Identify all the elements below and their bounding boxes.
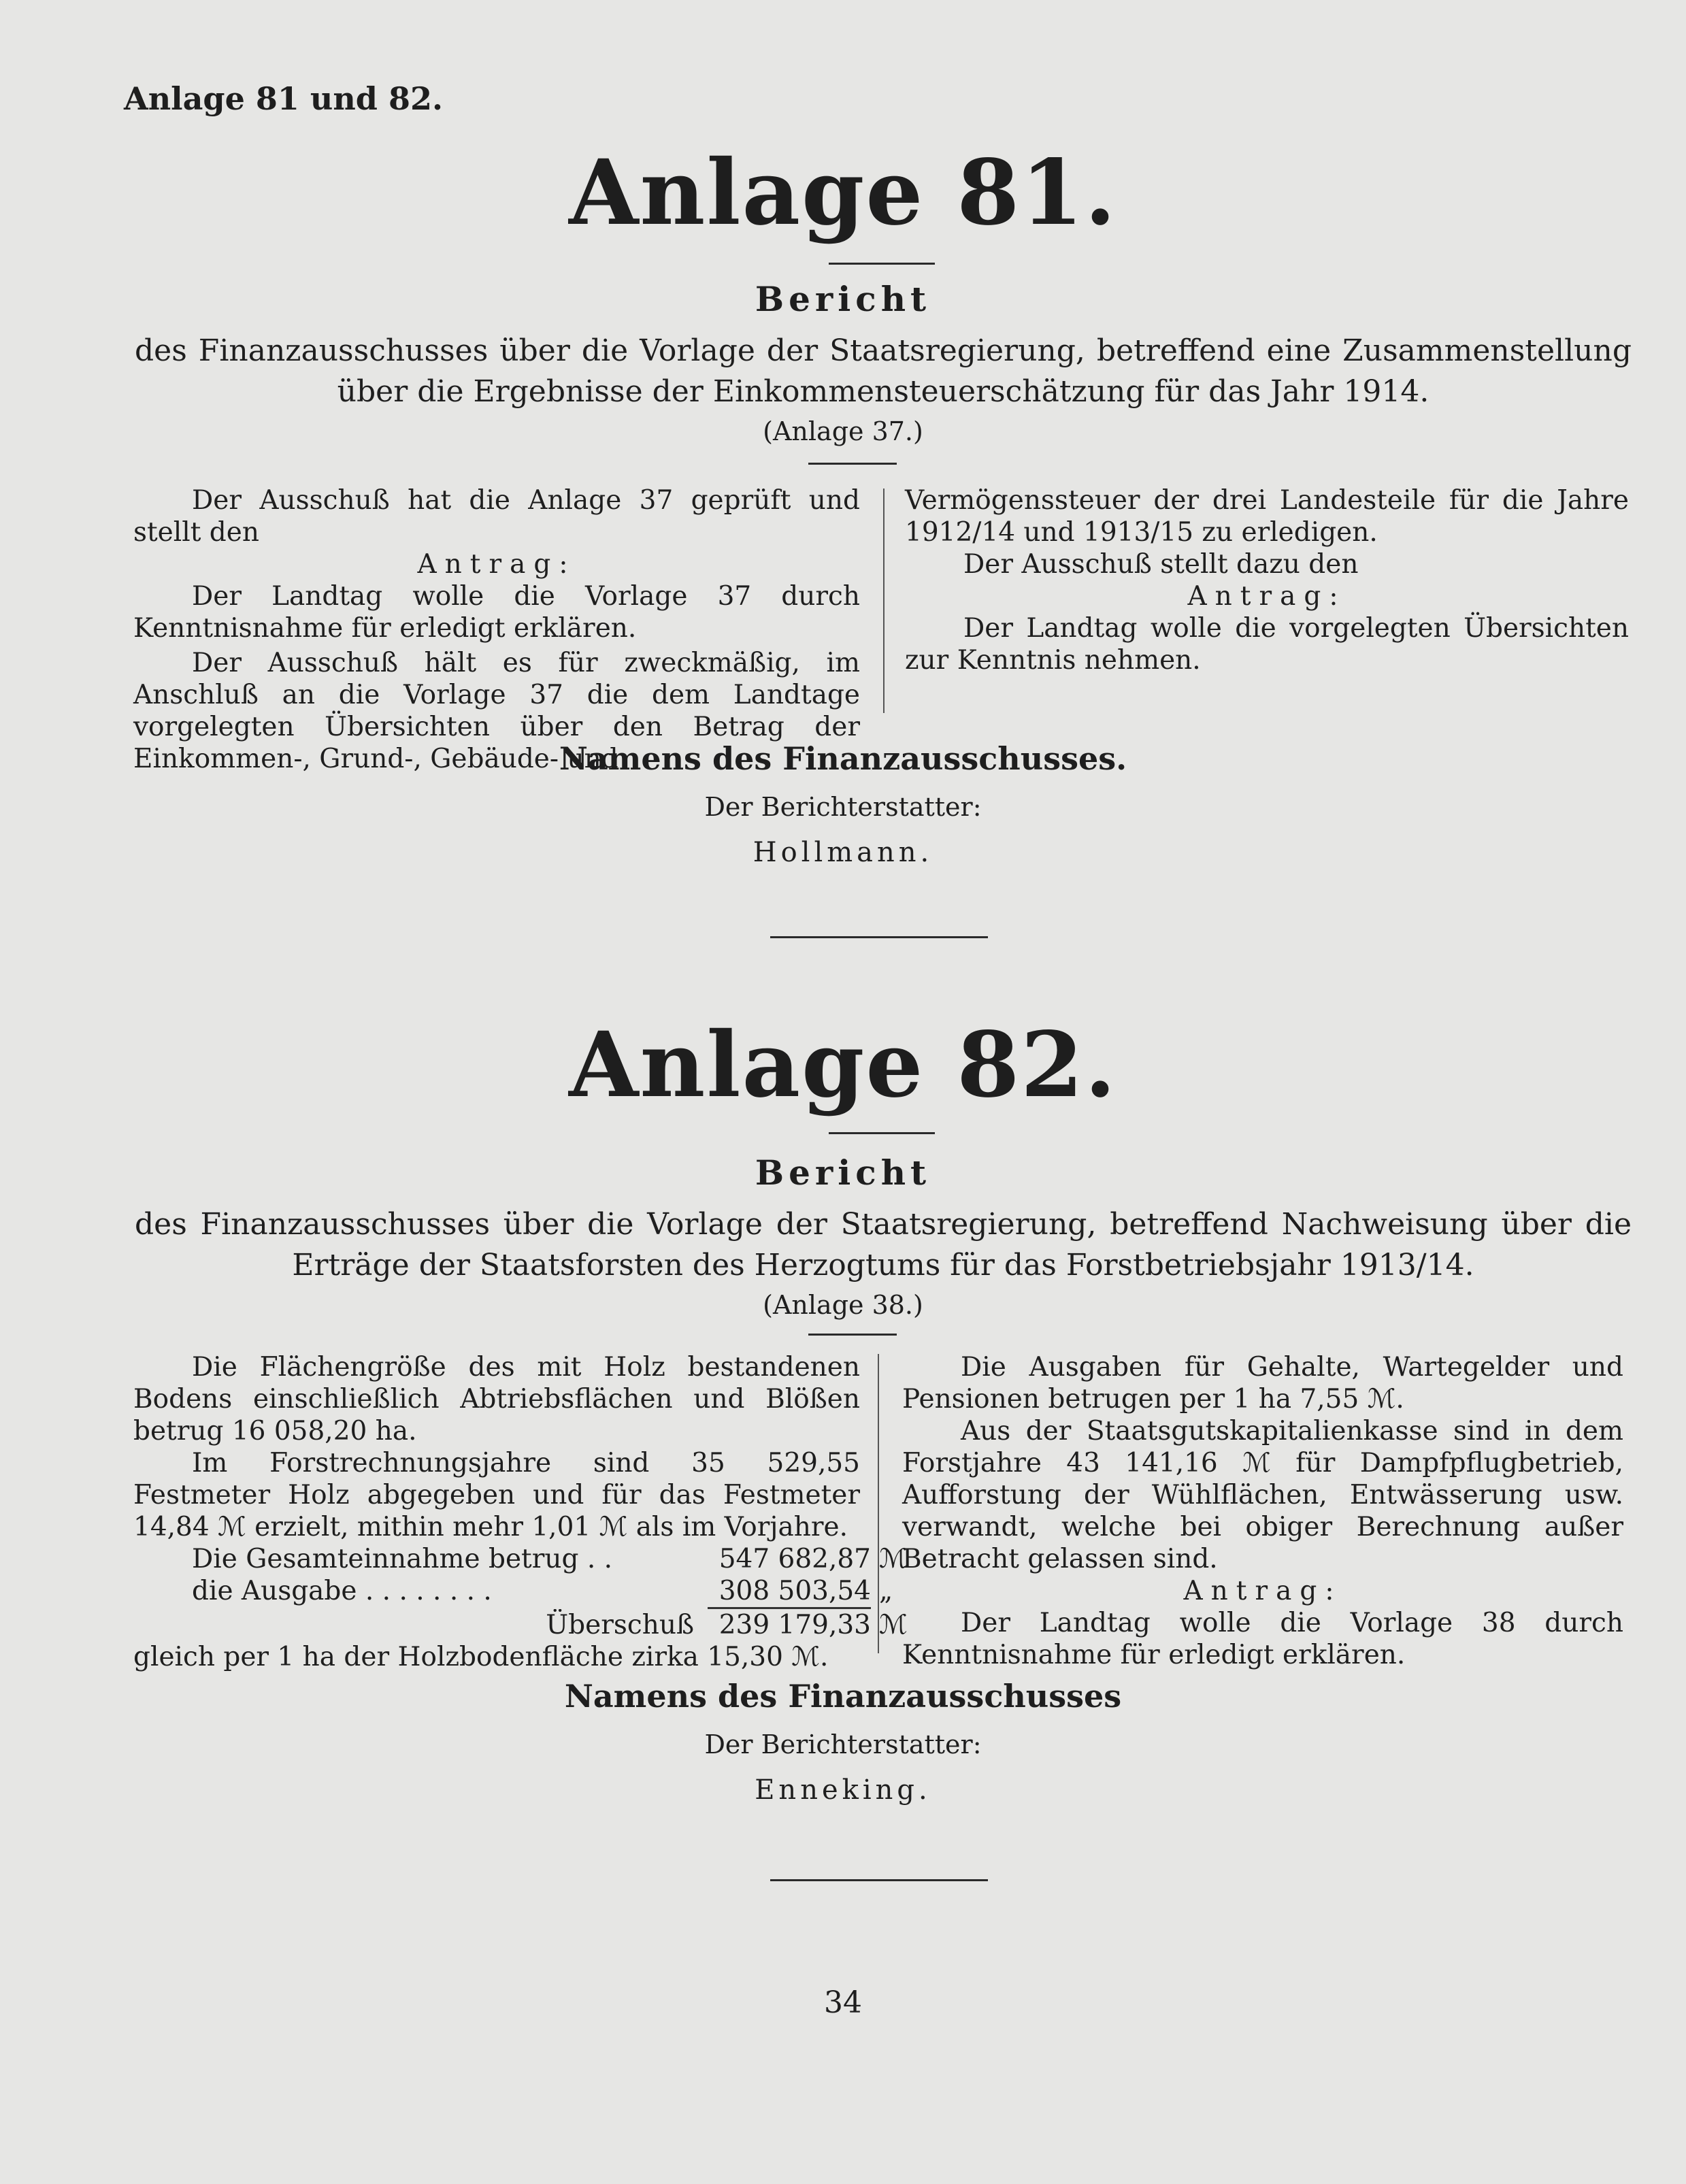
row-label: Die Gesamteinnahme betrug . . [192, 1544, 613, 1574]
anlage-82-title: Anlage 82. [569, 1012, 1117, 1118]
section-rule [808, 463, 897, 465]
anlage-82-bericht-heading: Bericht [755, 1153, 931, 1193]
paragraph: Der Ausschuß hat die Anlage 37 geprüft und stellt den [133, 485, 860, 548]
paragraph: Der Ausschuß stellt dazu den [963, 549, 1359, 580]
anlage-81-right-column [905, 484, 1629, 676]
title-rule [829, 1132, 935, 1134]
column-divider [878, 1354, 879, 1653]
row-amount: 239 179,33 [708, 1607, 871, 1641]
section-rule [808, 1334, 897, 1336]
paragraph: Die Flächengröße des mit Holz bestandenen Bodens einschließlich Abtriebsflächen und Blößen betrug 16 058,20 ha. [133, 1352, 860, 1446]
anlage-81-reference: (Anlage 37.) [763, 416, 923, 446]
paragraph: Die Ausgaben für Gehalte, Wartegelder und Pensionen betrugen per 1 ha 7,55 ℳ. [902, 1352, 1623, 1414]
paragraph: Im Forstrechnungsjahre sind 35 529,55 Festmeter Holz abgegeben und für das Festmeter 14,84 ℳ erzielt, mithin mehr 1,01 ℳ als im Vorjahre. [133, 1448, 860, 1542]
rapporteur-label: Der Berichterstatter: [704, 792, 982, 822]
antrag-heading: Antrag: [417, 549, 576, 580]
paragraph: Der Landtag wolle die vorgelegten Übersichten zur Kenntnis nehmen. [905, 613, 1629, 676]
running-head: Anlage 81 und 82. [124, 80, 443, 117]
rapporteur-name: Enneking. [755, 1774, 931, 1806]
title-rule [829, 263, 935, 265]
paragraph: Der Landtag wolle die Vorlage 38 durch Kenntnisnahme für erledigt erklären. [902, 1608, 1623, 1670]
anlage-81-signature [0, 740, 1686, 868]
column-divider [883, 489, 885, 713]
separator-rule [770, 1879, 988, 1881]
row-amount: 308 503,54 [718, 1576, 871, 1606]
anlage-82-right-column [902, 1351, 1623, 1671]
table-row [192, 1543, 920, 1575]
rapporteur-name: Hollmann. [753, 837, 933, 868]
separator-rule [770, 936, 988, 938]
table-row [192, 1575, 920, 1607]
row-label: die Ausgabe . . . . . . . . [192, 1576, 492, 1606]
anlage-82-reference: (Anlage 38.) [763, 1290, 923, 1320]
anlage-81-bericht-heading: Bericht [755, 279, 931, 319]
paragraph: Vermögenssteuer der drei Landesteile für die Jahre 1912/14 und 1913/15 zu erledigen. [905, 485, 1629, 548]
table-row [192, 1607, 920, 1641]
row-label: Überschuß [546, 1610, 694, 1640]
anlage-82-signature [0, 1678, 1686, 1806]
rapporteur-label: Der Berichterstatter: [704, 1730, 982, 1759]
anlage-81-left-column [133, 484, 860, 775]
committee-name: Namens des Finanzausschusses. [559, 740, 1127, 777]
anlage-81-title: Anlage 81. [569, 140, 1117, 246]
paragraph: Aus der Staatsgutskapitalienkasse sind in dem Forstjahre 43 141,16 ℳ für Dampfpflugbetrieb, Aufforstung der Wühlflächen, Entwässerung usw. verwandt, welche bei obiger Berechnung außer Betracht gelassen sind. [902, 1416, 1623, 1574]
anlage-81-subtitle: des Finanzausschusses über die Vorlage der Staatsregierung, betreffend eine Zusammenstellung über die Ergebnisse der Einkommensteuerschätzung für das Jahr 1914. [135, 333, 1632, 409]
row-amount: 547 682,87 [718, 1544, 871, 1574]
committee-name: Namens des Finanzausschusses [564, 1678, 1122, 1715]
row-unit: „ [879, 1576, 893, 1606]
paragraph: gleich per 1 ha der Holzbodenfläche zirka 15,30 ℳ. [133, 1642, 829, 1672]
row-unit: ℳ [879, 1610, 908, 1640]
page-number: 34 [824, 1985, 862, 2020]
antrag-heading: Antrag: [1183, 1576, 1342, 1606]
anlage-82-subtitle: des Finanzausschusses über die Vorlage der Staatsregierung, betreffend Nachweisung über die Erträge der Staatsforsten des Herzogtums für das Forstbetriebsjahr 1913/14. [135, 1207, 1632, 1283]
row-unit: ℳ [879, 1544, 908, 1574]
revenue-table [133, 1543, 920, 1641]
antrag-heading: Antrag: [1187, 581, 1346, 612]
paragraph: Der Ausschuß hält es für zweckmäßig, im Anschluß an die Vorlage 37 die dem Landtage vorgelegten Übersichten über den Betrag der Einkommen-, Grund-, Gebäude- und [133, 648, 860, 774]
anlage-82-left-column [133, 1351, 908, 1673]
paragraph: Der Landtag wolle die Vorlage 37 durch Kenntnisnahme für erledigt erklären. [133, 581, 860, 644]
